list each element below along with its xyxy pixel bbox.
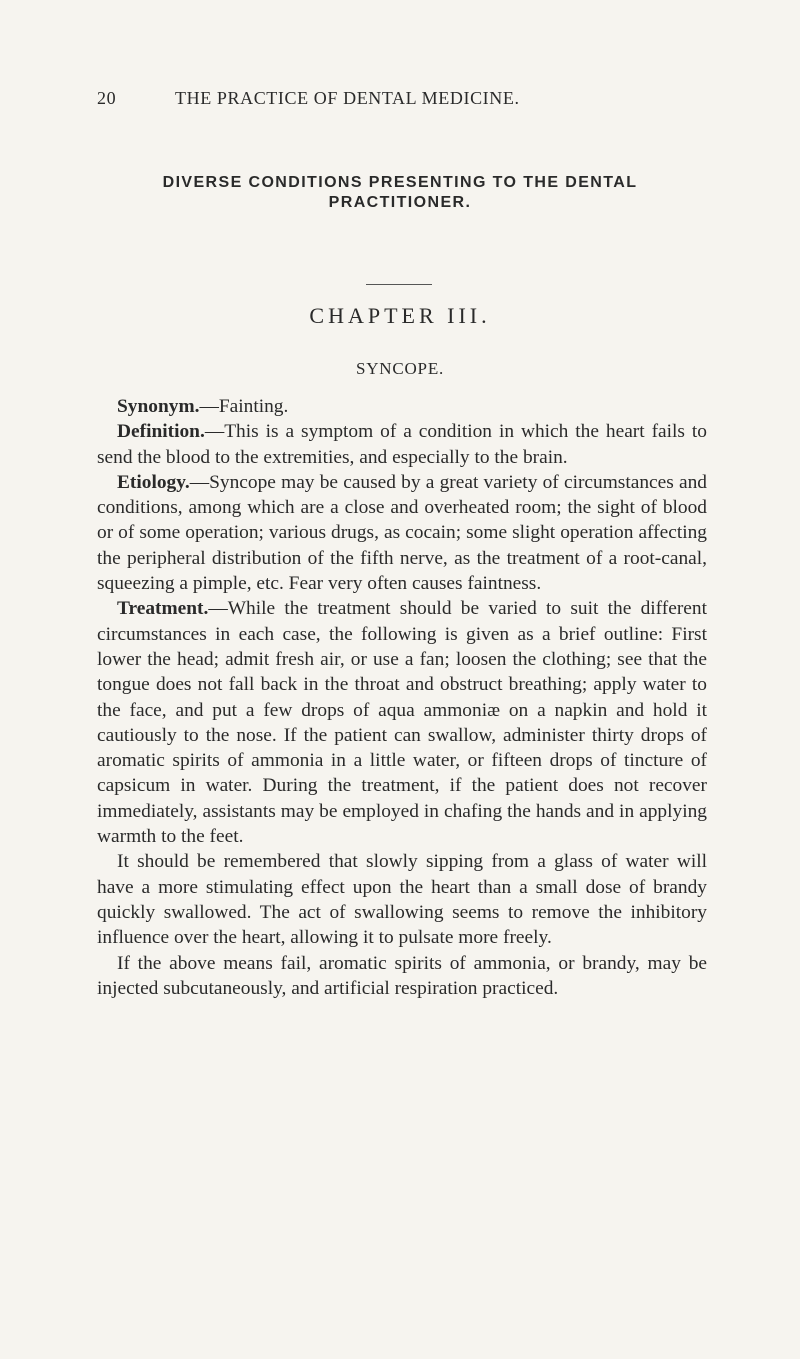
section-heading: DIVERSE CONDITIONS PRESENTING TO THE DENTAL PRACTITIONER. xyxy=(162,174,638,211)
subject-title: SYNCOPE. xyxy=(355,359,445,378)
term-etiology: Etiology. xyxy=(117,471,190,493)
paragraph-definition xyxy=(97,419,707,470)
paragraph-remember: It should be remembered that slowly sipping from a glass of water will have a more stimulating effect upon the heart than a small dose of brandy quickly swallowed. The act of swallowing seems to remove the inhibitory influence over the heart, allowing it to pulsate more freely. xyxy=(97,851,707,949)
text-definition: —This is a symptom of a condition in which the heart fails to send the blood to the extremities, and especially to the brain. xyxy=(97,421,707,468)
paragraph-fallback: If the above means fail, aromatic spirits of ammonia, or brandy, may be injected subcutaneously, and artificial respiration practiced. xyxy=(97,952,707,999)
text-treatment: —While the treatment should be varied to suit the different circumstances in each case, the following is given as a brief outline: First lower the head; admit fresh air, or use a fan; loosen the clothing; see that the tongue does not fall back in the throat and obstruct breathing; apply water to the face, and put a few drops of aqua ammoniæ on a napkin and hold it cautiously to the nose. If the patient can swallow, administer thirty drops of aromatic spirits of ammonia in a little water, or fifteen drops of tincture of capsicum in water. During the treatment, if the patient does not recover immediately, assistants may be employed in chafing the hands and in applying warmth to the feet. xyxy=(97,598,707,848)
divider-rule xyxy=(366,284,432,285)
running-head-title: THE PRACTICE OF DENTAL MEDICINE. xyxy=(175,88,520,108)
paragraph-etiology xyxy=(97,470,707,596)
text-etiology: —Syncope may be caused by a great variety of circumstances and conditions, among which are a close and overheated room; the sight of blood or of some operation; various drugs, as cocain; some slight operation affecting the peripheral distribution of the fifth nerve, as the treatment of a root-canal, squeezing a pimple, etc. Fear very often causes faintness. xyxy=(97,471,707,595)
term-definition: Definition. xyxy=(117,421,205,443)
paragraph-treatment xyxy=(97,596,707,849)
page-number: 20 xyxy=(97,88,117,108)
text-synonym: —Fainting. xyxy=(199,396,289,417)
paragraph-synonym xyxy=(97,394,707,419)
running-head xyxy=(97,88,657,109)
body-text xyxy=(97,394,707,1001)
term-synonym: Synonym. xyxy=(117,396,200,417)
term-treatment: Treatment. xyxy=(117,598,209,620)
chapter-title: CHAPTER III. xyxy=(309,303,491,328)
